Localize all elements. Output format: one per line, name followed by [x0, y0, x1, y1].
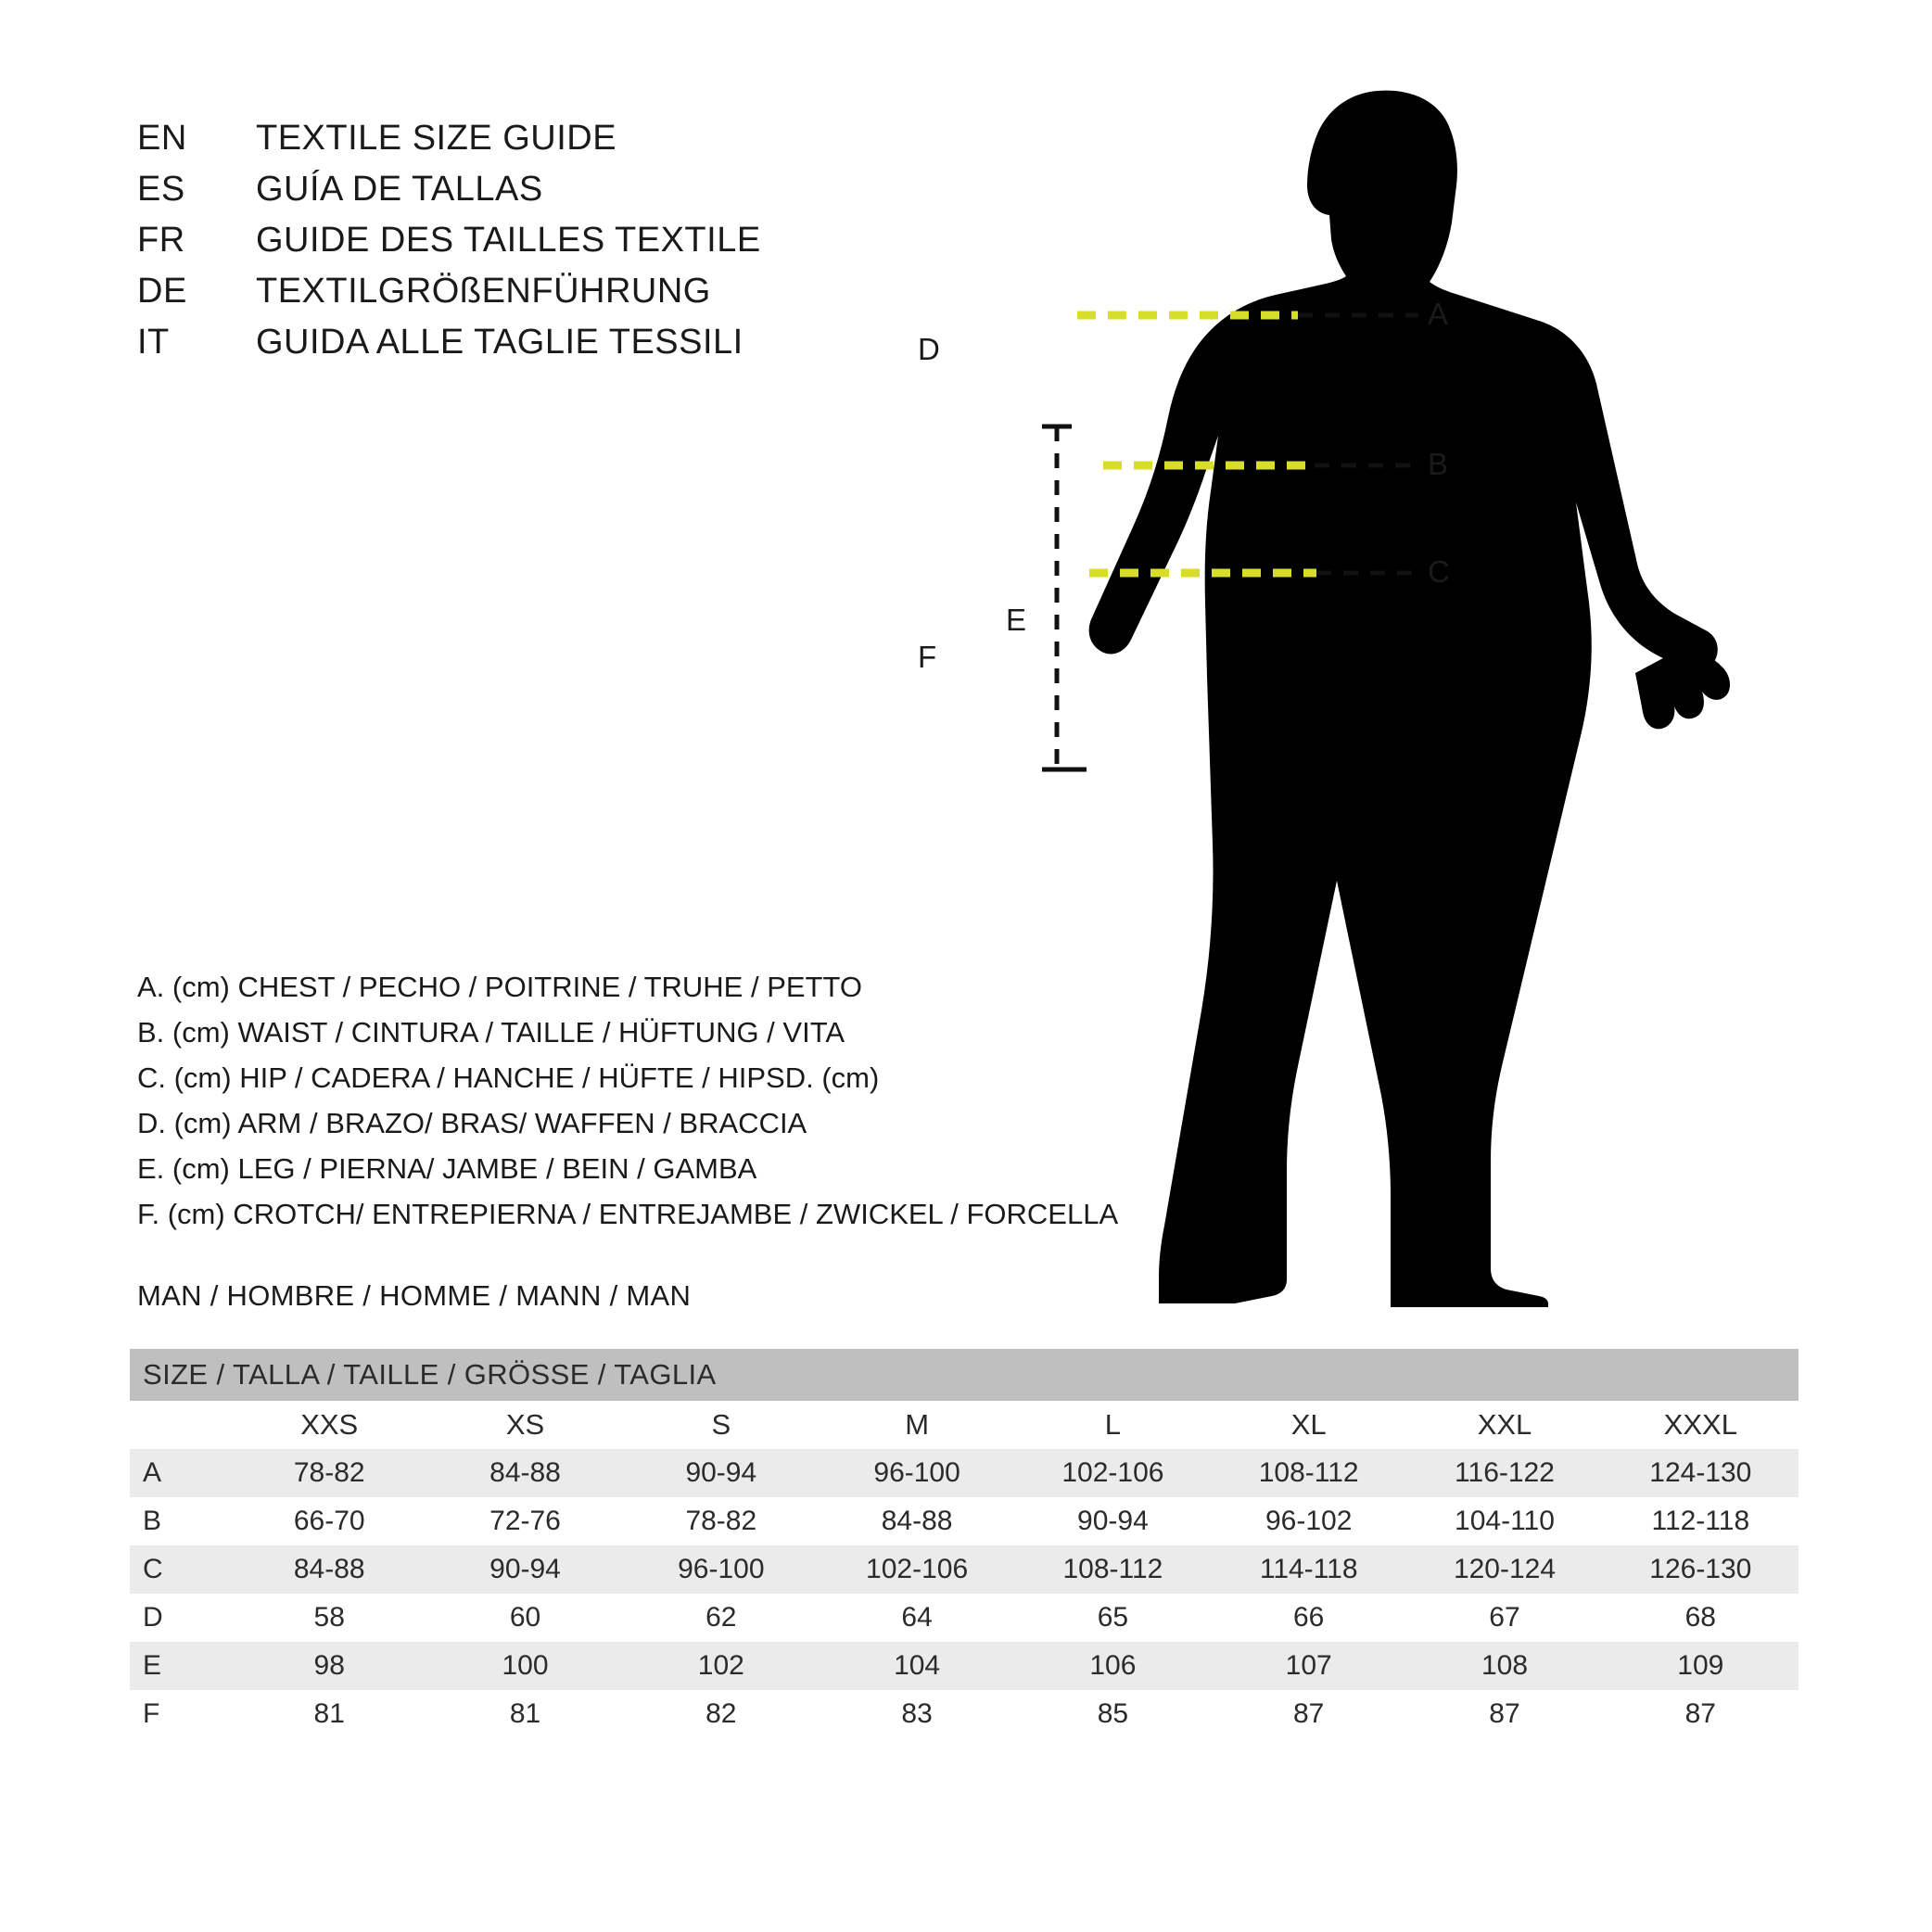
- cell: 84-88: [232, 1545, 427, 1594]
- table-row: [130, 1642, 1799, 1690]
- cell: 72-76: [489, 1506, 561, 1536]
- cell: 126-130: [1603, 1545, 1799, 1594]
- cell: 81: [509, 1698, 541, 1729]
- size-header-xxs: XXS: [232, 1401, 427, 1449]
- cell: 108-112: [1211, 1449, 1406, 1497]
- cell: 114-118: [1211, 1545, 1406, 1594]
- row-label: F: [143, 1698, 160, 1729]
- language-row: [137, 272, 972, 323]
- cell: 85: [1097, 1698, 1129, 1729]
- language-title: GUIDE DES TAILLES TEXTILE: [256, 221, 761, 260]
- language-code: ES: [137, 170, 185, 209]
- table-row: [130, 1545, 1799, 1594]
- table-title: SIZE / TALLA / TAILLE / GRÖSSE / TAGLIA: [130, 1349, 1799, 1401]
- cell: 109: [1603, 1642, 1799, 1690]
- language-row: [137, 170, 972, 221]
- dimension-label-D: D: [918, 332, 940, 366]
- legend-line-e: E. (cm) LEG / PIERNA/ JAMBE / BEIN / GAMBA: [137, 1152, 757, 1185]
- cell: 87: [1489, 1698, 1520, 1729]
- row-label: B: [143, 1506, 162, 1536]
- language-title: TEXTILGRÖßENFÜHRUNG: [256, 272, 711, 311]
- language-code: DE: [137, 272, 187, 311]
- table-row: [130, 1594, 1799, 1642]
- legend-line-a: A. (cm) CHEST / PECHO / POITRINE / TRUHE / PETTO: [137, 971, 862, 1003]
- cell: 58: [313, 1602, 345, 1633]
- size-header-l: L: [1015, 1401, 1211, 1449]
- cell: 102-106: [819, 1545, 1014, 1594]
- language-code: EN: [137, 119, 187, 158]
- cell: 64: [901, 1602, 933, 1633]
- cell: 107: [1211, 1642, 1406, 1690]
- cell: 67: [1489, 1602, 1520, 1633]
- cell: 116-122: [1406, 1449, 1602, 1497]
- cell: 108: [1406, 1642, 1602, 1690]
- cell: 90-94: [427, 1545, 623, 1594]
- size-header-xs: XS: [427, 1401, 623, 1449]
- cell: 82: [705, 1698, 737, 1729]
- cell: 112-118: [1651, 1506, 1750, 1536]
- language-title-block: [137, 119, 972, 374]
- table-title-row: [130, 1349, 1799, 1401]
- cell: 102: [623, 1642, 819, 1690]
- cell: 96-100: [623, 1545, 819, 1594]
- table-row: [130, 1449, 1799, 1497]
- size-header-s: S: [623, 1401, 819, 1449]
- cell: 124-130: [1603, 1449, 1799, 1497]
- legend-line-b: B. (cm) WAIST / CINTURA / TAILLE / HÜFTUNG / VITA: [137, 1016, 845, 1049]
- size-table: [130, 1349, 1799, 1738]
- row-label: E: [130, 1642, 232, 1690]
- cell: 66-70: [293, 1506, 365, 1536]
- cell: 90-94: [623, 1449, 819, 1497]
- language-title: TEXTILE SIZE GUIDE: [256, 119, 617, 158]
- language-code: FR: [137, 221, 185, 260]
- cell: 62: [705, 1602, 737, 1633]
- language-title: GUÍA DE TALLAS: [256, 170, 543, 209]
- cell: 68: [1684, 1602, 1716, 1633]
- cell: 84-88: [427, 1449, 623, 1497]
- cell: 78-82: [232, 1449, 427, 1497]
- cell: 108-112: [1015, 1545, 1211, 1594]
- row-label: D: [143, 1602, 163, 1633]
- cell: 60: [509, 1602, 541, 1633]
- cell: 104: [819, 1642, 1014, 1690]
- table-row: [130, 1497, 1799, 1545]
- size-header-xl: XL: [1211, 1401, 1406, 1449]
- size-header-xxl: XXL: [1406, 1401, 1602, 1449]
- language-row: [137, 221, 972, 272]
- language-row: [137, 323, 972, 374]
- cell: 106: [1015, 1642, 1211, 1690]
- cell: 83: [901, 1698, 933, 1729]
- measurement-label-B: B: [1428, 447, 1449, 481]
- measurement-legend: [137, 964, 1203, 1237]
- cell: 96-102: [1265, 1506, 1353, 1536]
- cell: 87: [1684, 1698, 1716, 1729]
- size-header-xxxl: XXXL: [1603, 1401, 1799, 1449]
- measurement-label-A: A: [1428, 297, 1449, 331]
- legend-line-c: C. (cm) HIP / CADERA / HANCHE / HÜFTE / HIPSD. (cm): [137, 1061, 880, 1094]
- language-code: IT: [137, 323, 170, 362]
- row-label: A: [130, 1449, 232, 1497]
- dimension-label-E: E: [1006, 603, 1027, 637]
- cell: 120-124: [1406, 1545, 1602, 1594]
- cell: 98: [232, 1642, 427, 1690]
- gender-label: MAN / HOMBRE / HOMME / MANN / MAN: [137, 1279, 692, 1312]
- cell: 96-100: [819, 1449, 1014, 1497]
- legend-line-d: D. (cm) ARM / BRAZO/ BRAS/ WAFFEN / BRACCIA: [137, 1107, 807, 1139]
- cell: 87: [1293, 1698, 1325, 1729]
- language-row: [137, 119, 972, 170]
- row-label: C: [130, 1545, 232, 1594]
- size-header-m: M: [819, 1401, 1014, 1449]
- cell: 66: [1293, 1602, 1325, 1633]
- cell: 65: [1097, 1602, 1129, 1633]
- dimension-label-F: F: [918, 640, 937, 674]
- table-header-row: [130, 1401, 1799, 1449]
- cell: 78-82: [685, 1506, 757, 1536]
- cell: 102-106: [1015, 1449, 1211, 1497]
- cell: 81: [313, 1698, 345, 1729]
- language-title: GUIDA ALLE TAGLIE TESSILI: [256, 323, 744, 362]
- measurement-label-C: C: [1428, 554, 1450, 589]
- cell: 100: [427, 1642, 623, 1690]
- table-row: [130, 1690, 1799, 1738]
- cell: 104-110: [1455, 1506, 1555, 1536]
- cell: 90-94: [1077, 1506, 1149, 1536]
- cell: 84-88: [881, 1506, 953, 1536]
- corner-cell: [130, 1401, 232, 1449]
- legend-line-f: F. (cm) CROTCH/ ENTREPIERNA / ENTREJAMBE / ZWICKEL / FORCELLA: [137, 1198, 1119, 1230]
